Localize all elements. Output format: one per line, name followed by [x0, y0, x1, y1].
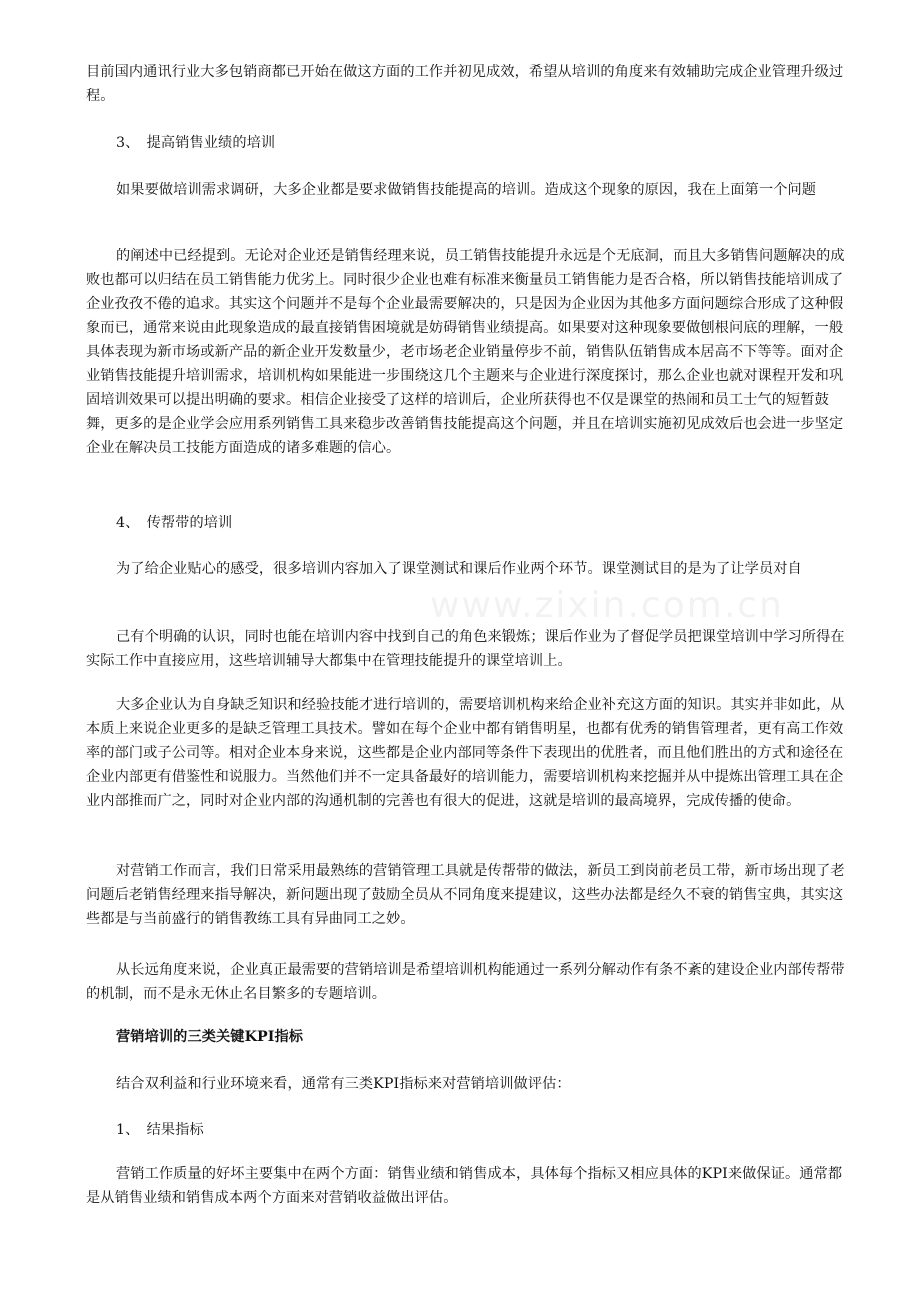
paragraph-sales-training-body: 的阐述中已经提到。无论对企业还是销售经理来说，员工销售技能提升永远是个无底洞，而且大多销售问题解决的成败也都可以归结在员工销售能力优劣上。同时很少企业也难有标准来衡量员工销售能力是否合格，所以销售技能培训成了企业孜孜不倦的追求。其实这个问题并不是每个企业最需要解决的，只是因为企业因为其他多方面问题综合形成了这种假象而已，通常来说由此现象造成的最直接销售困境就是妨碍销售业绩提高。如果要对这种现象要做刨根问底的理解，一般具体表现为新市场或新产品的新企业开发数量少，老市场老企业销量停步不前，销售队伍销售成本居高不下等等。面对企业销售技能提升培训需求，培训机构如果能进一步围绕这几个主题来与企业进行深度探讨，那么企业也就对课程开发和巩固培训效果可以提出明确的要求。相信企业接受了这样的培训后，企业所获得也不仅是课堂的热闹和员工士气的短暂鼓舞，更多的是企业学会应用系列销售工具来稳步改善销售技能提高这个问题，并且在培训实施初见成效后也会进一步坚定企业在解决员工技能方面造成的诸多难题的信心。	[86, 248, 845, 456]
paragraph-marketing-tools: 对营销工作而言，我们日常采用最熟练的营销管理工具就是传帮带的做法，新员工到岗前老员工带，新市场出现了老问题后老销售经理来指导解决，新问题出现了鼓励全员从不同角度来提建议，这些办法都是经久不衰的销售宝典，其实这些都是与当前盛行的销售教练工具有异曲同工之妙。	[86, 863, 845, 927]
section-heading-3: 3、 提高销售业绩的培训	[116, 135, 276, 151]
section-heading-result-indicator: 1、 结果指标	[116, 1122, 204, 1138]
paragraph-management-tools: 大多企业认为自身缺乏知识和经验技能才进行培训的，需要培训机构来给企业补充这方面的知识。其实并非如此，从本质上来说企业更多的是缺乏管理工具技术。譬如在每个企业中都有销售明星，也都有优秀的销售管理者，更有高工作效率的部门或子公司等。相对企业本身来说，这些都是企业内部同等条件下表现出的优胜者，而且他们胜出的方式和途径在企业内部更有借鉴性和说服力。当然他们并不一定具备最好的培训能力，需要培训机构来挖掘并从中提炼出管理工具在企业内部推而广之，同时对企业内部的沟通机制的完善也有很大的促进，这就是培训的最高境界，完成传播的使命。	[86, 697, 845, 809]
paragraph-mentoring-intro: 为了给企业贴心的感受，很多培训内容加入了课堂测试和课后作业两个环节。课堂测试目的是为了让学员对自	[116, 561, 802, 577]
paragraph-long-term: 从长远角度来说，企业真正最需要的营销培训是希望培训机构能通过一系列分解动作有条不紊的建设企业内部传帮带的机制，而不是永无休止名目繁多的专题培训。	[86, 962, 845, 1002]
paragraph-mentoring-homework: 己有个明确的认识，同时也能在培训内容中找到自己的角色来锻炼；课后作业为了督促学员把课堂培训中学习所得在实际工作中直接应用，这些培训辅导大都集中在管理技能提升的课堂培训上。	[86, 629, 845, 669]
section-heading-4: 4、 传帮带的培训	[116, 515, 233, 531]
paragraph-intro-continuation: 目前国内通讯行业大多包销商都已开始在做这方面的工作并初见成效，希望从培训的角度来有效辅助完成企业管理升级过程。	[86, 64, 844, 104]
heading-kpi: 营销培训的三类关键KPI指标	[116, 1029, 304, 1045]
paragraph-kpi-intro: 结合双利益和行业环境来看，通常有三类KPI指标来对营销培训做评估：	[116, 1076, 571, 1092]
watermark: www.zixin.com.cn	[430, 585, 784, 626]
paragraph-result-indicator: 营销工作质量的好坏主要集中在两个方面：销售业绩和销售成本，具体每个指标又相应具体的KPI来做保证。通常都是从销售业绩和销售成本两个方面来对营销收益做出评估。	[86, 1166, 843, 1206]
paragraph-sales-training-intro: 如果要做培训需求调研，大多企业都是要求做销售技能提高的培训。造成这个现象的原因，我在上面第一个问题	[116, 182, 817, 198]
